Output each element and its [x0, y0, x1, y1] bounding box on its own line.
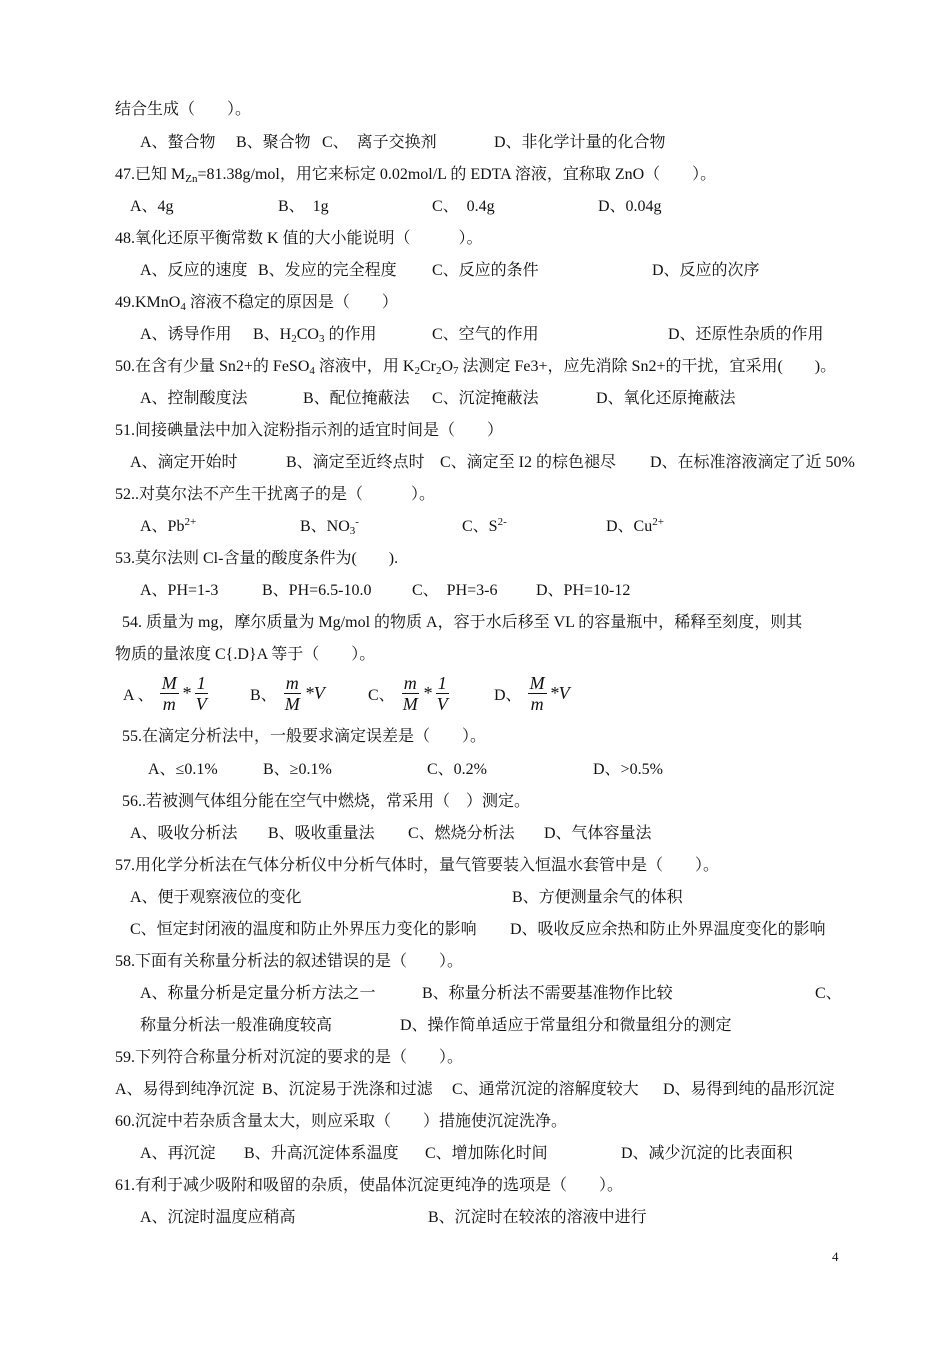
question-52-option-d [606, 517, 664, 537]
numerator: M [161, 672, 177, 693]
question-57-option-d: D、吸收反应余热和防止外界温度变化的影响 [510, 921, 826, 938]
question-51-option-d: D、在标准溶液滴定了近 50% [650, 454, 855, 471]
denominator: m [530, 693, 544, 714]
question-56-stem: 56..若被测气体组分能在空气中燃烧，常采用（ ）测定。 [122, 793, 531, 810]
subscript: 2 [291, 333, 297, 345]
denominator: V [195, 693, 207, 714]
stem-text: 47.已知 M [115, 166, 186, 183]
stem-text: Cr [419, 358, 436, 375]
option-label: C、 [368, 686, 395, 704]
question-60-option-d: D、减少沉淀的比表面积 [621, 1145, 793, 1162]
question-49-option-a: A、诱导作用 [140, 326, 232, 343]
question-56-option-b: B、吸收重量法 [268, 825, 375, 842]
subscript: 4 [180, 301, 186, 313]
stem-text: 溶液不稳定的原因是（ ） [185, 294, 398, 311]
stem-text: =81.38g/mol，用它来标定 0.02mol/L 的 EDTA 溶液，宜称取 ZnO（ ）。 [197, 166, 717, 183]
question-51-option-a: A、滴定开始时 [130, 454, 238, 471]
question-58-option-b: B、称量分析法不需要基准物作比较 [422, 985, 673, 1002]
subscript: 7 [453, 365, 459, 377]
numerator: 1 [437, 672, 447, 693]
stem-text: 法测定 Fe3+，应先消除 Sn2+的干扰，宜采用( )。 [458, 358, 837, 375]
stem-text: 50.在含有少量 Sn2+的 FeSO [115, 358, 310, 375]
denominator: V [436, 693, 448, 714]
page-number: 4 [832, 1249, 839, 1264]
question-54-option-d [494, 673, 573, 713]
question-46-option-d: D、非化学计量的化合物 [494, 134, 666, 151]
question-52-stem: 52..对莫尔法不产生干扰离子的是（ ）。 [115, 486, 436, 503]
question-52-option-a [140, 517, 196, 537]
denominator: M [284, 693, 300, 714]
fraction [401, 674, 420, 713]
question-53-option-b: B、PH=6.5-10.0 [262, 582, 372, 599]
question-55-option-c: C、0.2% [427, 761, 488, 778]
question-52-option-c [462, 517, 507, 537]
option-text: B、NO [300, 518, 350, 535]
question-56-option-d: D、气体容量法 [544, 825, 652, 842]
option-text: CO [296, 326, 319, 343]
question-56-option-a: A、吸收分析法 [130, 825, 238, 842]
question-57-option-b: B、方便测量余气的体积 [512, 889, 683, 906]
question-50-option-d: D、氧化还原掩蔽法 [596, 390, 736, 407]
superscript: 2+ [184, 516, 197, 528]
option-text: A、Pb [140, 518, 185, 535]
denominator: M [402, 693, 418, 714]
question-48-option-a: A、反应的速度 [140, 262, 248, 279]
question-58-option-c-label: C、 [815, 985, 842, 1002]
question-51-option-c: C、滴定至 I2 的棕色褪尽 [440, 454, 617, 471]
fraction [160, 674, 179, 713]
subscript: 3 [349, 525, 356, 537]
question-60-option-b: B、升高沉淀体系温度 [244, 1145, 399, 1162]
option-text: C、S [462, 518, 498, 535]
question-60-option-a: A、再沉淀 [140, 1145, 216, 1162]
question-55-option-d: D、>0.5% [593, 761, 663, 778]
question-51-stem: 51.间接碘量法中加入淀粉指示剂的适宜时间是（ ） [115, 422, 504, 439]
operator: * [181, 682, 191, 703]
question-58-stem: 58.下面有关称量分析法的叙述错误的是（ ）。 [115, 953, 464, 970]
question-49-stem [115, 293, 398, 313]
question-60-stem: 60.沉淀中若杂质含量太大，则应采取（ ）措施使沉淀洗净。 [115, 1113, 568, 1130]
question-54-option-b [250, 673, 328, 713]
question-47-stem [115, 165, 716, 185]
stem-text: 溶液中，用 K [314, 358, 415, 375]
question-48-option-b: B、发应的完全程度 [258, 262, 397, 279]
question-57-option-c: C、恒定封闭液的温度和防止外界压力变化的影响 [130, 921, 477, 938]
question-59-stem: 59.下列符合称量分析对沉淀的要求的是（ ）。 [115, 1049, 464, 1066]
question-47-option-b: B、 1g [278, 198, 329, 215]
question-51-option-b: B、滴定至近终点时 [286, 454, 425, 471]
question-50-stem [115, 357, 836, 377]
question-54-stem-line-1: 54. 质量为 mg，摩尔质量为 Mg/mol 的物质 A，容于水后移至 VL 的容量瓶中，稀释至刻度，则其 [122, 614, 803, 631]
subscript: 3 [318, 333, 325, 345]
question-59-option-a: A、易得到纯净沉淀 [115, 1081, 255, 1098]
question-50-option-a: A、控制酸度法 [140, 390, 248, 407]
question-53-stem: 53.莫尔法则 Cl-含量的酸度条件为( ). [115, 550, 399, 567]
fraction [528, 674, 547, 713]
question-50-option-b: B、配位掩蔽法 [303, 390, 410, 407]
question-47-option-d: D、0.04g [598, 198, 662, 215]
question-53-option-d: D、PH=10-12 [536, 582, 631, 599]
option-label: B、 [250, 686, 277, 704]
question-58-option-d: D、操作简单适应于常量组分和微量组分的测定 [400, 1017, 732, 1034]
fraction [283, 674, 302, 713]
question-59-option-c: C、通常沉淀的溶解度较大 [452, 1081, 639, 1098]
question-46-option-b: B、聚合物 [236, 134, 311, 151]
operator: *V [304, 682, 325, 703]
question-46-option-c: C、 离子交换剂 [322, 134, 437, 151]
question-49-option-d: D、还原性杂质的作用 [668, 326, 824, 343]
numerator: M [529, 672, 545, 693]
question-59-option-b: B、沉淀易于洗涤和过滤 [262, 1081, 433, 1098]
question-58-option-a: A、称量分析是定量分析方法之一 [140, 985, 376, 1002]
question-49-option-b [253, 325, 376, 345]
question-53-option-a: A、PH=1-3 [140, 582, 219, 599]
operator: *V [549, 682, 570, 703]
question-52-option-b [300, 517, 359, 537]
question-48-option-d: D、反应的次序 [652, 262, 760, 279]
superscript: 2+ [652, 516, 664, 528]
fraction [194, 674, 209, 713]
question-49-option-c: C、空气的作用 [432, 326, 539, 343]
question-48-stem: 48.氧化还原平衡常数 K 值的大小能说明（ ）。 [115, 230, 483, 247]
subscript: 2 [435, 365, 442, 377]
question-46-stem: 结合生成（ ）。 [115, 101, 252, 118]
question-61-option-a: A、沉淀时温度应稍高 [140, 1209, 296, 1226]
question-55-stem: 55.在滴定分析法中，一般要求滴定误差是（ ）。 [122, 728, 487, 745]
question-59-option-d: D、易得到纯的晶形沉淀 [663, 1081, 835, 1098]
question-47-option-c: C、 0.4g [432, 198, 495, 215]
question-57-option-a: A、便于观察液位的变化 [130, 889, 302, 906]
numerator: 1 [196, 672, 206, 693]
question-57-stem: 57.用化学分析法在气体分析仪中分析气体时，量气管要装入恒温水套管中是（ ）。 [115, 857, 720, 874]
superscript: 2- [497, 516, 507, 528]
question-53-option-c: C、 PH=3-6 [412, 582, 498, 599]
question-54-option-a [123, 673, 209, 713]
option-text: 的作用 [324, 326, 377, 343]
denominator: m [162, 693, 176, 714]
question-56-option-c: C、燃烧分析法 [408, 825, 515, 842]
question-60-option-c: C、增加陈化时间 [425, 1145, 548, 1162]
option-label: D、 [494, 686, 522, 704]
numerator: m [285, 672, 299, 693]
question-61-option-b: B、沉淀时在较浓的溶液中进行 [428, 1209, 647, 1226]
superscript: - [355, 516, 359, 528]
question-58-option-c-text: 称量分析法一般准确度较高 [140, 1017, 333, 1034]
stem-text: O [441, 358, 454, 375]
question-50-option-c: C、沉淀掩蔽法 [432, 390, 539, 407]
option-text: B、H [253, 326, 292, 343]
option-label: A 、 [123, 686, 154, 704]
stem-text: 49.KMnO [115, 294, 181, 311]
fraction [435, 674, 450, 713]
subscript: 2 [414, 365, 420, 377]
question-55-option-a: A、≤0.1% [148, 761, 218, 778]
option-text: D、Cu [606, 518, 653, 535]
question-55-option-b: B、≥0.1% [263, 761, 332, 778]
subscript: 4 [309, 365, 315, 377]
numerator: m [403, 672, 417, 693]
question-47-option-a: A、4g [130, 198, 174, 215]
subscript: Zn [185, 173, 198, 185]
question-61-stem: 61.有利于减少吸附和吸留的杂质，使晶体沉淀更纯净的选项是（ ）。 [115, 1177, 624, 1194]
question-48-option-c: C、反应的条件 [432, 262, 539, 279]
operator: * [422, 682, 432, 703]
question-46-option-a: A、螯合物 [140, 134, 216, 151]
question-54-stem-line-2: 物质的量浓度 C{.D}A 等于（ ）。 [115, 646, 376, 663]
question-54-option-c [368, 673, 450, 713]
